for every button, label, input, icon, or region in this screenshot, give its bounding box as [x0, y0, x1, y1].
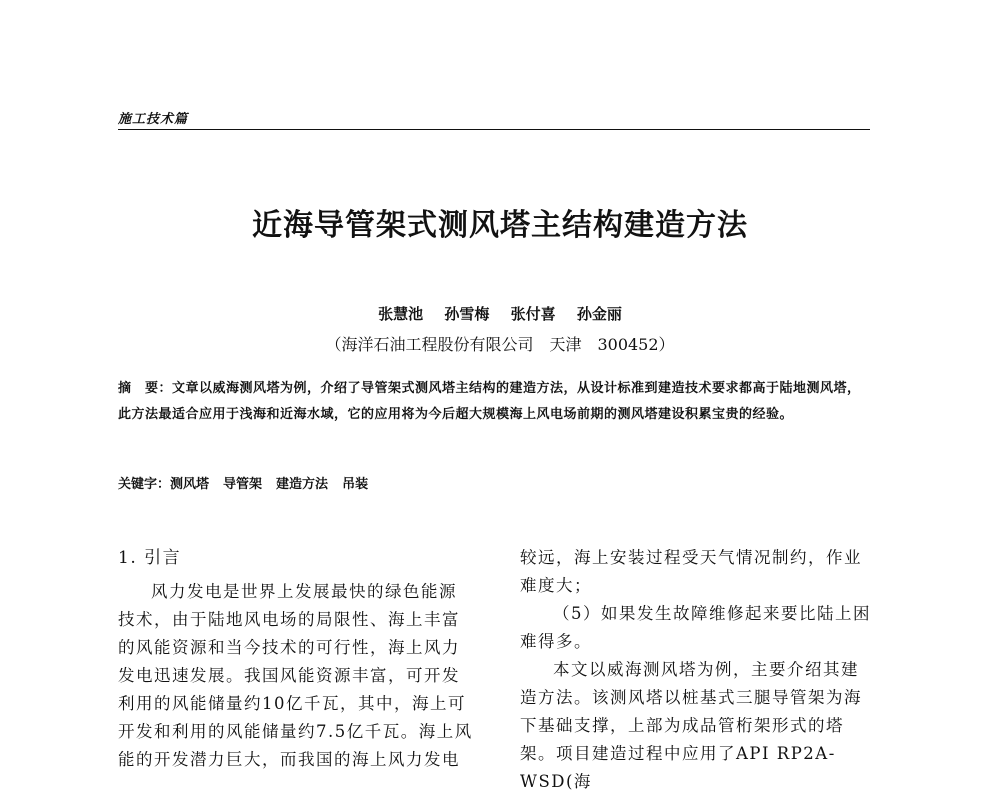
body-right-column — [520, 544, 872, 796]
author-name: 张付喜 — [510, 305, 556, 323]
keywords — [118, 472, 870, 498]
author-name: 孙雪梅 — [444, 305, 490, 323]
section-label: 施工技术篇 — [118, 112, 189, 127]
affiliation: （海洋石油工程股份有限公司 天津 300452） — [325, 335, 675, 354]
section-heading: 1. 引言 — [118, 548, 182, 568]
body-paragraph: 本文以威海测风塔为例，主要介绍其建造方法。该测风塔以桩基式三腿导管架为海下基础支撑，上部为成品管桁架形式的塔架。项目建造过程中应用了API RP2A-WSD(海 — [520, 660, 862, 791]
body-paragraph: 风力发电是世界上发展最快的绿色能源技术，由于陆地风电场的局限性、海上丰富的风能资源和当今技术的可行性，海上风力发电迅速发展。我国风能资源丰富，可开发利用的风能储量约10亿千瓦，其中，海上可开发和利用的风能储量约7.5亿千瓦。海上风能的开发潜力巨大，而我国的海上风力发电 — [118, 582, 473, 769]
keyword: 导管架 — [223, 477, 263, 492]
keyword: 吊装 — [342, 477, 369, 492]
paper-title: 近海导管架式测风塔主结构建造方法 — [252, 208, 748, 243]
abstract-text: 文章以威海测风塔为例，介绍了导管架式测风塔主结构的建造方法，从设计标准到建造技术要求都高于陆地测风塔，此方法最适合应用于浅海和近海水域，它的应用将为今后超大规模海上风电场前期的测风塔建设积累宝贵的经验。 — [118, 381, 861, 422]
keyword: 测风塔 — [170, 477, 210, 492]
header-rule — [118, 129, 870, 130]
author-list — [0, 303, 1000, 324]
body-paragraph: （5）如果发生故障维修起来要比陆上困难得多。 — [520, 604, 871, 651]
keywords-label: 关键字： — [118, 477, 171, 492]
author-name: 张慧池 — [378, 305, 424, 323]
abstract — [118, 376, 870, 428]
author-name: 孙金丽 — [576, 305, 622, 323]
keyword: 建造方法 — [276, 477, 329, 492]
body-paragraph: 较远，海上安装过程受天气情况制约，作业难度大； — [520, 548, 862, 595]
abstract-label: 摘 要： — [118, 381, 173, 396]
body-left-column — [118, 544, 474, 774]
